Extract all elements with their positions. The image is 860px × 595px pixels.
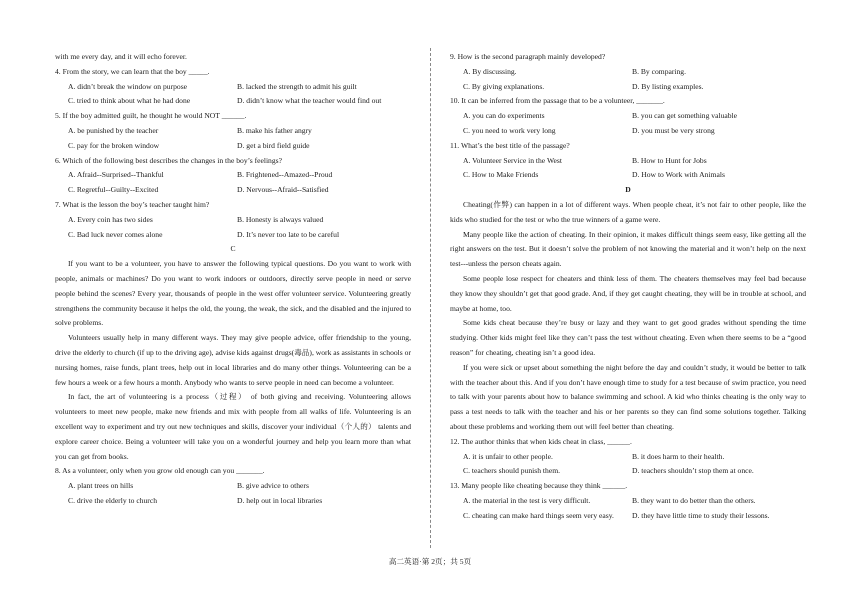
option-a: A. Every coin has two sides [68, 214, 153, 224]
question-4 [55, 65, 411, 109]
passage-d [450, 198, 806, 435]
option-b: B. Frightened--Amazed--Proud [237, 170, 333, 180]
option-b: B. By comparing. [632, 66, 686, 76]
option-d: D. How to Work with Animals [632, 170, 725, 180]
option-a: A. Volunteer Service in the West [463, 155, 562, 165]
option-a: A. didn’t break the window on purpose [68, 81, 188, 91]
passage-c-paragraph-3: In fact, the art of volunteering is a process（过程） of both giving and receiving. Volunteering allows volunteers to meet new people, make new friends and mix with people from all walks of life. Volunteering is an excellent way to experiment and try out new techniques and skills, discover your individual（个人的） talents and explore career choice. Being a volunteer will take you on a wonderful journey and help you learn more than what you can get from books. [55, 392, 411, 461]
option-b: B. How to Hunt for Jobs [632, 155, 707, 165]
question-stem: 10. It can be inferred from the passage that to be a volunteer, _______. [450, 96, 665, 106]
option-d: D. you must be very strong [632, 125, 715, 135]
option-b: B. make his father angry [237, 125, 312, 135]
question-9 [450, 50, 806, 94]
option-a: A. be punished by the teacher [68, 125, 159, 135]
option-d: D. By listing examples. [632, 81, 704, 91]
passage-c [55, 257, 411, 464]
option-c: C. tried to think about what he had done [68, 96, 191, 106]
option-b: B. they want to do better than the others. [632, 495, 756, 505]
question-6 [55, 154, 411, 198]
question-11 [450, 139, 806, 183]
option-b: B. it does harm to their health. [632, 451, 725, 461]
option-c: C. How to Make Friends [463, 170, 539, 180]
question-stem: 8. As a volunteer, only when you grow old enough can you _______. [55, 466, 265, 476]
section-d-heading: D [625, 185, 631, 195]
question-13 [450, 479, 806, 523]
option-c: C. drive the elderly to church [68, 495, 157, 505]
option-d: D. get a bird field guide [237, 140, 310, 150]
question-stem: 13. Many people like cheating because they think ______. [450, 481, 628, 491]
question-8 [55, 464, 411, 508]
option-d: D. It’s never too late to be careful [237, 229, 340, 239]
option-a: A. you can do experiments [463, 111, 545, 121]
option-d: D. didn’t know what the teacher would find out [237, 96, 382, 106]
page-footer: 高二英语·第 2页；共 5页 [388, 557, 472, 566]
option-d: D. teachers shouldn’t stop them at once. [632, 466, 754, 476]
option-a: A. it is unfair to other people. [463, 451, 553, 461]
passage-c-paragraph-2: Volunteers usually help in many different ways. They may give people advice, offer friendship to the young, drive the elderly to church (if up to the driving age), advise kids against drugs(毒品), work as assistants in schools or nursing homes, raise funds, plant trees, help out in local libraries and do many other things. Volunteering can be a few hours a week or a few hours a month. Anybody who wants to serve people in need can become a volunteer. [55, 333, 411, 387]
option-c: C. pay for the broken window [68, 140, 160, 150]
passage-c-paragraph-1: If you want to be a volunteer, you have to answer the following typical questions. Do you want to work with people, animals or machines? Do you want to work indoors or outdoors, directly serve people in need or serve people behind the scenes? Every year, thousands of people in the west offer volunteer service. Volunteering greatly strengthens the community because it helps the old, the young, the weak, the sick, and the disabled and the injured to solve problems. [55, 259, 411, 328]
right-column [450, 50, 806, 524]
question-5 [55, 109, 411, 153]
passage-d-paragraph-5: If you were sick or upset about something the night before the day and couldn’t study, it would be better to talk with the teacher about this. And if you don’t have enough time to study for a test because of swim practice, you need to talk with your parents about how to balance swimming and school. A kid who thinks cheating is the only way to pass a test needs to talk with the teacher and his or her parents so they can find some solutions together. Talking about these problems and working them out will feel better than cheating. [450, 362, 806, 431]
option-c: C. you need to work very long [463, 125, 556, 135]
option-b: B. Honesty is always valued [237, 214, 324, 224]
option-d: D. help out in local libraries [237, 495, 323, 505]
option-a: A. the material in the test is very difficult. [463, 495, 591, 505]
question-stem: 5. If the boy admitted guilt, he thought he would NOT ______. [55, 111, 247, 121]
passage-d-paragraph-3: Some people lose respect for cheaters and think less of them. The cheaters themselves may feel bad because they know they shouldn’t get that good grade. And, if they get caught cheating, they will be in trouble at school, and maybe at home, too. [450, 273, 806, 313]
passage-d-paragraph-2: Many people like the action of cheating. In their opinion, it makes difficult things seem easy, like getting all the right answers on the test. But it doesn’t solve the problem of not knowing the material and it won’t help on the next test---unless the person cheats again. [450, 229, 806, 269]
question-stem: 11. What’s the best title of the passage? [450, 140, 570, 150]
left-column [55, 50, 411, 509]
option-c: C. teachers should punish them. [463, 466, 561, 476]
question-12 [450, 435, 806, 479]
option-a: A. plant trees on hills [68, 481, 134, 491]
option-a: A. By discussing. [463, 66, 517, 76]
passage-d-paragraph-1: Cheating(作弊) can happen in a lot of different ways. When people cheat, it’s not fair to other people, like the kids who studied for the test or who the true winners of a game were. [450, 199, 806, 224]
question-10 [450, 94, 806, 138]
option-d: D. Nervous--Afraid--Satisfied [237, 185, 329, 195]
question-stem: 6. Which of the following best describes the changes in the boy’s feelings? [55, 155, 282, 165]
option-b: B. you can get something valuable [632, 111, 738, 121]
passage-continuation: with me every day, and it will echo forever. [55, 52, 187, 61]
option-c: C. cheating can make hard things seem very easy. [463, 510, 614, 520]
option-c: C. Bad luck never comes alone [68, 229, 163, 239]
option-d: D. they have little time to study their lessons. [632, 510, 770, 520]
option-a: A. Afraid--Surprised--Thankful [68, 170, 164, 180]
passage-d-paragraph-4: Some kids cheat because they’re busy or lazy and they want to get good grades without spending the time studying. Other kids might feel like they can’t pass the test without cheating. Even when there seems to be a “good reason” for cheating, cheating isn’t a good idea. [450, 318, 806, 357]
section-c-heading: C [230, 244, 236, 254]
question-stem: 12. The author thinks that when kids cheat in class, ______. [450, 436, 632, 446]
option-b: B. give advice to others [237, 481, 309, 491]
question-stem: 9. How is the second paragraph mainly developed? [450, 52, 606, 61]
question-7 [55, 198, 411, 242]
option-b: B. lacked the strength to admit his guilt [237, 81, 357, 91]
column-divider [430, 48, 431, 548]
question-stem: 7. What is the lesson the boy’s teacher taught him? [55, 199, 210, 209]
question-stem: 4. From the story, we can learn that the boy _____. [55, 66, 210, 76]
option-c: C. Regretful--Guilty--Excited [68, 185, 159, 195]
option-c: C. By giving explanations. [463, 81, 545, 91]
